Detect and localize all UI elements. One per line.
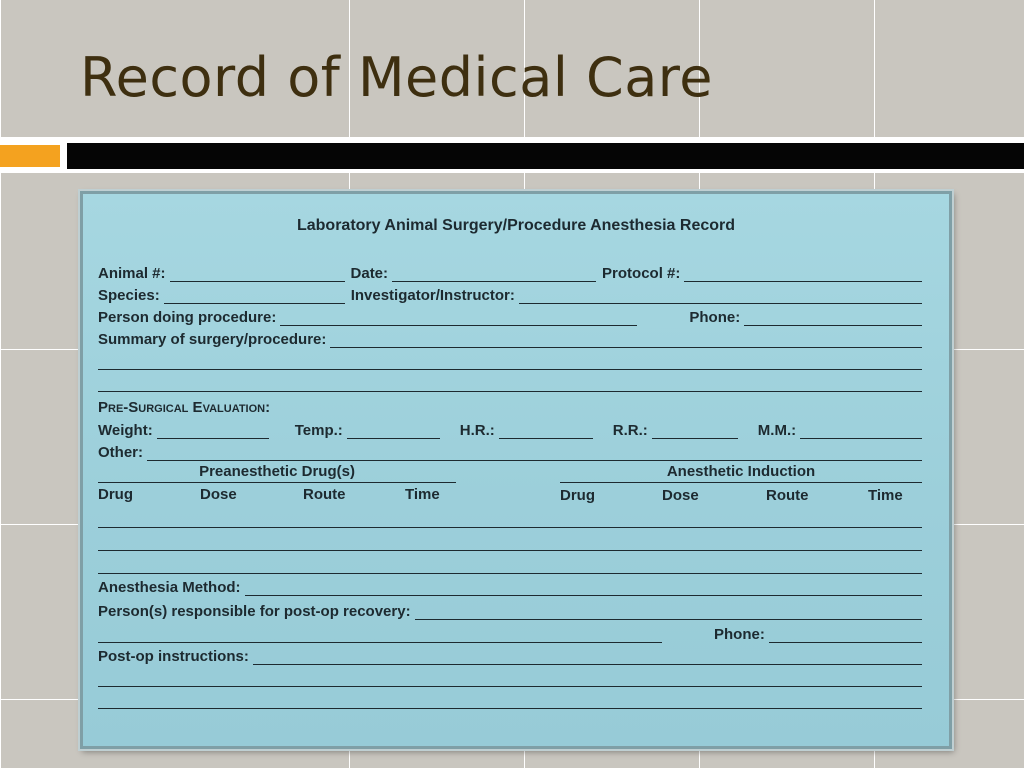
postop-phone-label: Phone: <box>714 626 765 643</box>
mm-field[interactable] <box>800 423 922 439</box>
row-presurgical-heading <box>98 394 922 416</box>
rr-label: R.R.: <box>612 422 648 439</box>
postop-instructions-line-3[interactable] <box>98 708 922 709</box>
protocol-field[interactable] <box>684 266 922 282</box>
temp-label: Temp.: <box>294 422 343 439</box>
ind-col-dose: Dose <box>662 487 699 504</box>
animal-field[interactable] <box>170 266 345 282</box>
postop-responsible-line-2[interactable] <box>98 627 662 643</box>
presurgical-heading: Pre-Surgical Evaluation: <box>98 399 271 416</box>
induction-heading: Anesthetic Induction <box>560 463 922 483</box>
row-species-investigator <box>98 282 922 304</box>
postop-responsible-label: Person(s) responsible for post-op recovery: <box>98 603 411 620</box>
other-field[interactable] <box>147 445 922 461</box>
date-label: Date: <box>350 265 389 282</box>
species-label: Species: <box>98 287 160 304</box>
row-anesthesia-method <box>98 574 922 596</box>
row-person-phone <box>98 304 922 326</box>
form-title: Laboratory Animal Surgery/Procedure Anesthesia Record <box>296 217 736 234</box>
summary-label: Summary of surgery/procedure: <box>98 331 327 348</box>
other-label: Other: <box>98 444 143 461</box>
weight-field[interactable] <box>157 423 269 439</box>
drug-line-2[interactable] <box>98 550 922 551</box>
ind-col-drug: Drug <box>560 487 595 504</box>
postop-instructions-field[interactable] <box>253 649 922 665</box>
row-postop-responsible <box>98 598 922 620</box>
row-other <box>98 439 922 461</box>
header-bar <box>67 143 1024 169</box>
investigator-label: Investigator/Instructor: <box>350 287 515 304</box>
slide-title: Record of Medical Care <box>80 46 714 109</box>
preanesthetic-heading: Preanesthetic Drug(s) <box>98 463 456 483</box>
pre-col-dose: Dose <box>200 486 237 503</box>
row-summary <box>98 326 922 348</box>
summary-line-2[interactable] <box>98 369 922 370</box>
summary-field[interactable] <box>330 332 922 348</box>
weight-label: Weight: <box>98 422 153 439</box>
row-animal-date-protocol <box>98 260 922 282</box>
drug-line-1[interactable] <box>98 527 922 528</box>
title-band <box>0 0 1024 137</box>
anesthesia-record-form <box>80 191 952 749</box>
anesthesia-method-label: Anesthesia Method: <box>98 579 241 596</box>
summary-line-3[interactable] <box>98 391 922 392</box>
ind-col-route: Route <box>766 487 809 504</box>
postop-instructions-label: Post-op instructions: <box>98 648 249 665</box>
ind-col-time: Time <box>868 487 903 504</box>
row-postop-phone <box>98 621 922 643</box>
postop-responsible-field[interactable] <box>415 604 922 620</box>
animal-label: Animal #: <box>98 265 166 282</box>
person-field[interactable] <box>280 310 637 326</box>
person-label: Person doing procedure: <box>98 309 277 326</box>
anesthesia-method-field[interactable] <box>245 580 922 596</box>
investigator-field[interactable] <box>519 288 922 304</box>
hr-field[interactable] <box>499 423 593 439</box>
row-vitals <box>98 417 922 439</box>
protocol-label: Protocol #: <box>602 265 681 282</box>
pre-col-time: Time <box>405 486 440 503</box>
date-field[interactable] <box>392 266 596 282</box>
row-postop-instructions <box>98 643 922 665</box>
rr-field[interactable] <box>652 423 738 439</box>
phone-label: Phone: <box>689 309 741 326</box>
species-field[interactable] <box>164 288 345 304</box>
hr-label: H.R.: <box>459 422 495 439</box>
pre-col-drug: Drug <box>98 486 133 503</box>
pre-col-route: Route <box>303 486 346 503</box>
postop-phone-field[interactable] <box>769 627 922 643</box>
temp-field[interactable] <box>347 423 440 439</box>
phone-field[interactable] <box>744 310 922 326</box>
postop-instructions-line-2[interactable] <box>98 686 922 687</box>
accent-block <box>0 145 60 167</box>
mm-label: M.M.: <box>757 422 797 439</box>
